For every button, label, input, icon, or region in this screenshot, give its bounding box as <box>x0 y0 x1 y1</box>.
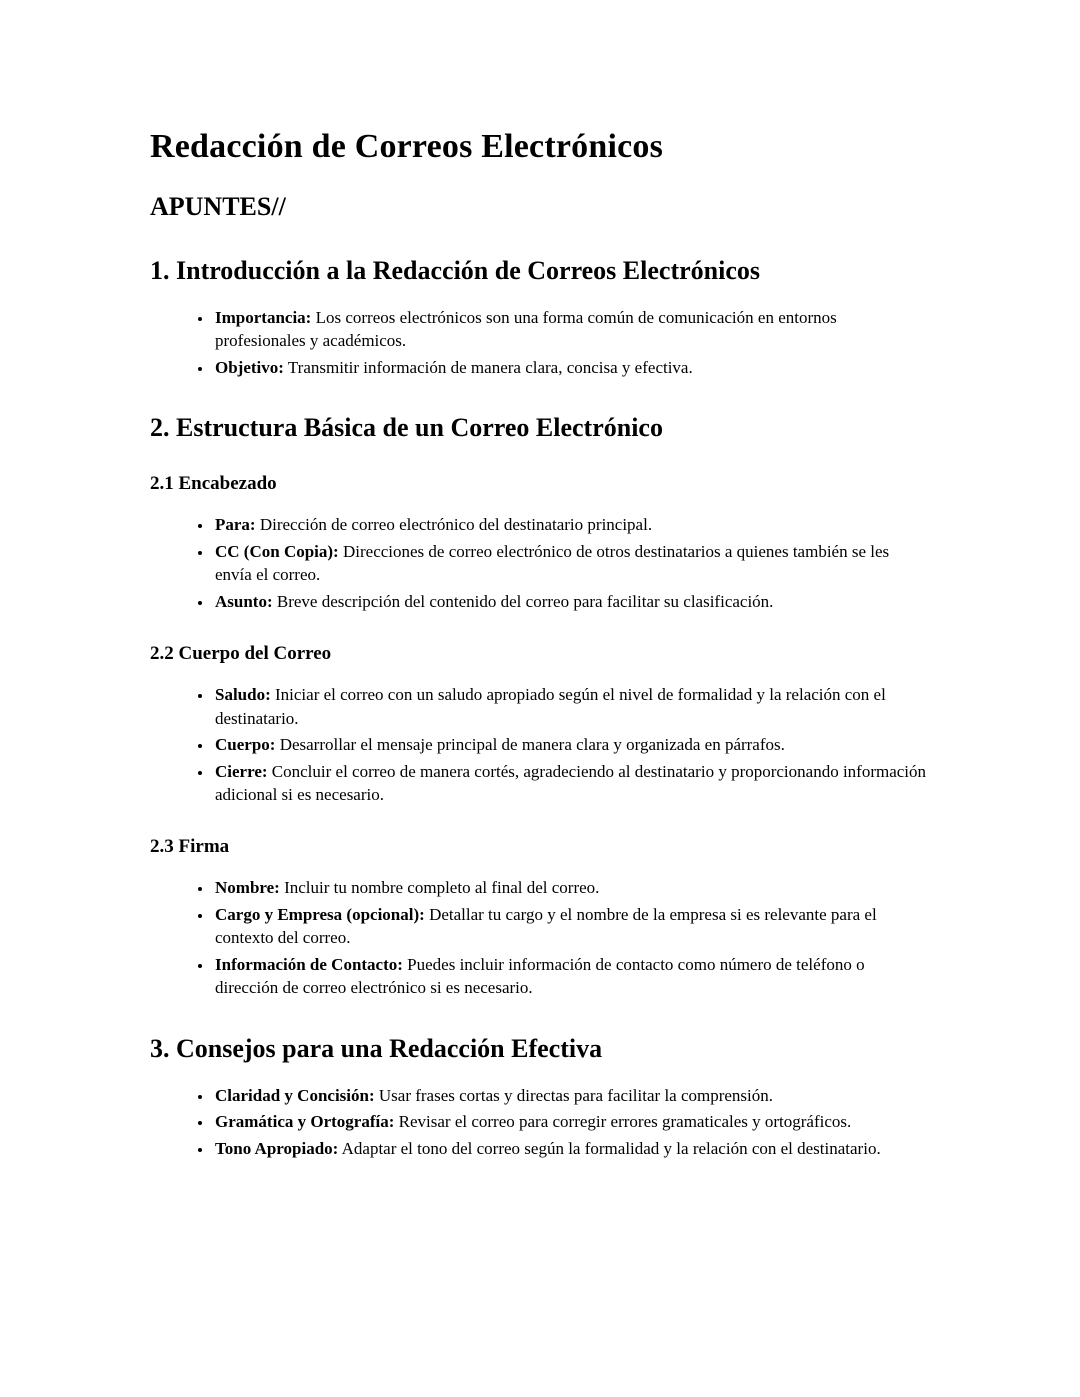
bullet-item <box>213 513 930 536</box>
section-1-list <box>150 306 930 379</box>
bullet-item <box>213 1084 930 1107</box>
bullet-label: Nombre: <box>215 878 280 898</box>
section-2-3-list <box>150 876 930 999</box>
bullet-text: Los correos electrónicos son una forma común de comunicación en entornos profesionales y académicos. <box>215 308 837 351</box>
bullet-item <box>213 760 930 807</box>
bullet-text: Adaptar el tono del correo según la formalidad y la relación con el destinatario. <box>338 1138 881 1158</box>
bullet-label: Claridad y Concisión: <box>215 1085 375 1105</box>
bullet-item <box>213 1110 930 1133</box>
bullet-label: Gramática y Ortografía: <box>215 1112 395 1132</box>
bullet-label: Objetivo: <box>215 357 284 377</box>
bullet-label: Cargo y Empresa (opcional): <box>215 904 425 924</box>
bullet-item <box>213 876 930 899</box>
bullet-text: Breve descripción del contenido del correo para facilitar su clasificación. <box>272 591 774 611</box>
bullet-label: Cuerpo: <box>215 735 276 755</box>
bullet-label: Información de Contacto: <box>215 954 403 974</box>
bullet-label: CC (Con Copia): <box>215 541 339 561</box>
bullet-text: Usar frases cortas y directas para facilitar la comprensión. <box>374 1085 774 1105</box>
bullet-label: Importancia: <box>215 308 312 327</box>
bullet-label: Tono Apropiado: <box>215 1138 339 1158</box>
bullet-item <box>213 356 930 379</box>
bullet-text: Revisar el correo para corregir errores gramaticales y ortográficos. <box>394 1112 852 1132</box>
bullet-text: Detallar tu cargo y el nombre de la empresa si es relevante para el contexto del correo. <box>215 904 877 948</box>
section-2-1-heading: 2.1 Encabezado <box>150 473 277 495</box>
section-3-heading: 3. Consejos para una Redacción Efectiva <box>150 1033 603 1063</box>
bullet-label: Para: <box>215 515 256 535</box>
section-3-list <box>150 1084 930 1160</box>
bullet-item <box>213 306 930 353</box>
bullet-text: Concluir el correo de manera cortés, agradeciendo al destinatario y proporcionando información adicional si es necesario. <box>215 761 927 804</box>
section-2-heading: 2. Estructura Básica de un Correo Electrónico <box>150 413 663 443</box>
bullet-text: Iniciar el correo con un saludo apropiado según el nivel de formalidad y la relación con el destinatario. <box>215 685 886 728</box>
bullet-item <box>213 733 930 756</box>
document-subtitle: APUNTES// <box>150 192 286 221</box>
bullet-text: Incluir tu nombre completo al final del correo. <box>279 878 600 898</box>
bullet-item <box>213 953 930 1000</box>
bullet-text: Dirección de correo electrónico del destinatario principal. <box>255 515 653 535</box>
section-2-2-list <box>150 683 930 806</box>
document-title: Redacción de Correos Electrónicos <box>150 128 664 165</box>
bullet-text: Direcciones de correo electrónico de otros destinatarios a quienes también se les envía el correo. <box>215 541 890 585</box>
bullet-label: Saludo: <box>215 685 271 705</box>
section-1-heading: 1. Introducción a la Redacción de Correos Electrónicos <box>150 256 760 285</box>
bullet-item <box>213 1137 930 1160</box>
bullet-label: Cierre: <box>215 761 268 781</box>
section-2-1-list <box>150 513 930 613</box>
section-2-2-heading: 2.2 Cuerpo del Correo <box>150 643 332 665</box>
bullet-item <box>213 903 930 950</box>
bullet-item <box>213 540 930 587</box>
bullet-item <box>213 683 930 730</box>
bullet-label: Asunto: <box>215 591 273 611</box>
section-2-3-heading: 2.3 Firma <box>150 836 230 858</box>
bullet-item <box>213 590 930 613</box>
bullet-text: Desarrollar el mensaje principal de manera clara y organizada en párrafos. <box>275 735 785 755</box>
bullet-text: Puedes incluir información de contacto como número de teléfono o dirección de correo electrónico si es necesario. <box>215 954 865 998</box>
bullet-text: Transmitir información de manera clara, concisa y efectiva. <box>283 357 693 377</box>
